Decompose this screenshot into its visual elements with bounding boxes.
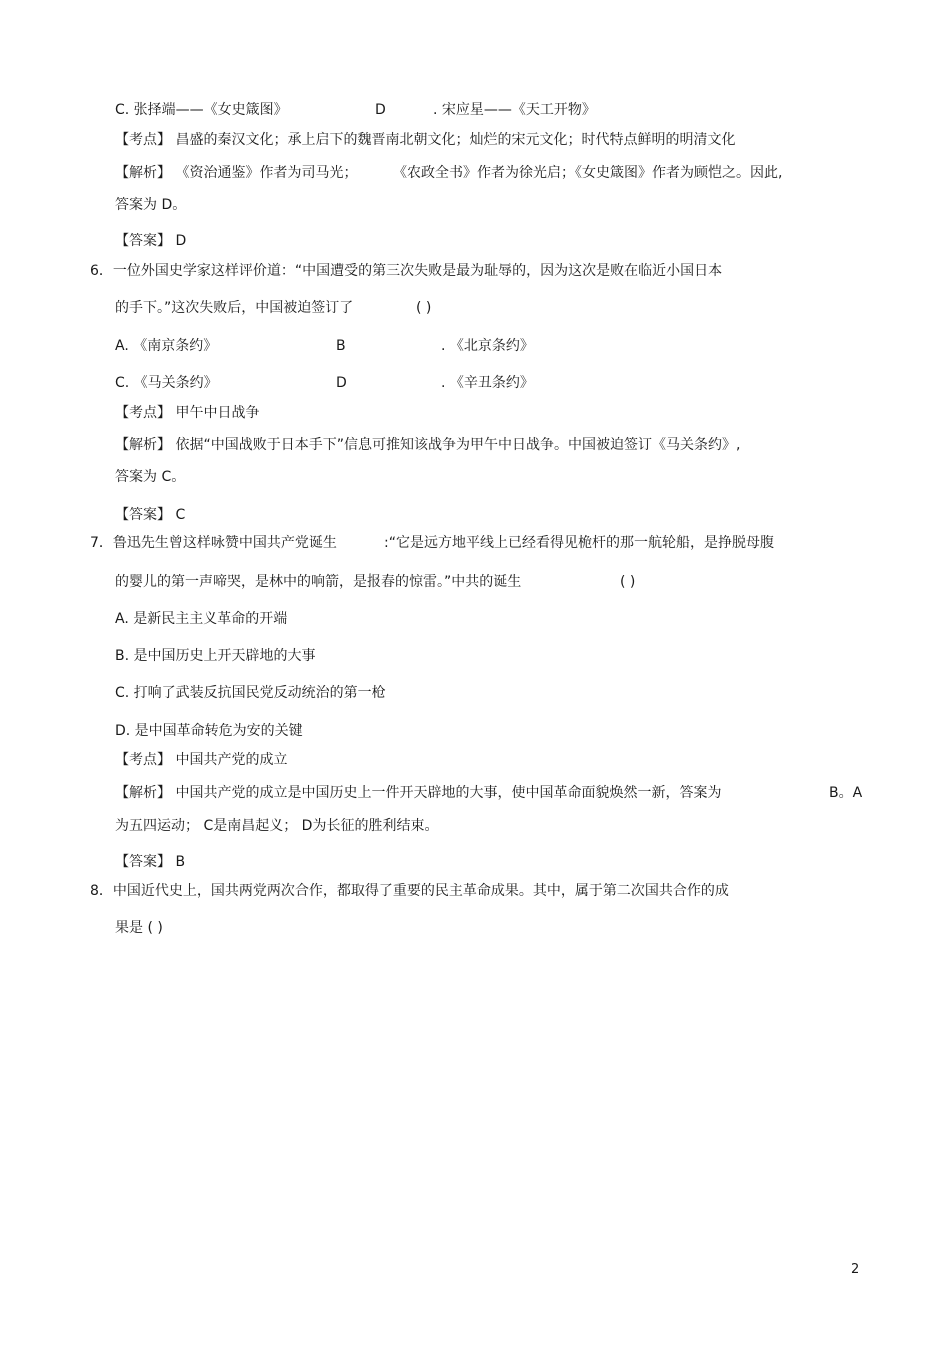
q8-stem-line2: 果是 ( ) (115, 920, 163, 936)
q6-jiexi-line2: 答案为 C。 (115, 469, 186, 485)
q7-stem-line1a: 7．鲁迅先生曾这样咏赞中国共产党诞生 (90, 535, 337, 551)
q6-jiexi-line1: 【解析】 依据“中国战败于日本手下”信息可推知该战争为甲午中日战争。中国被迫签订《马关条约》, (115, 437, 741, 453)
q7-answer: 【答案】 B (115, 854, 186, 870)
q6-option-a: A. 《南京条约》 (115, 338, 218, 354)
q7-option-b: B. 是中国历史上开天辟地的大事 (115, 648, 316, 664)
q6-option-d-text: . 《辛丑条约》 (441, 375, 534, 391)
q5-jiexi-line1: 【解析】 《资治通鉴》作者为司马光； (115, 165, 358, 181)
q5-option-d-text: . 宋应星——《天工开物》 (433, 102, 596, 118)
q6-option-d-letter: D (336, 375, 347, 391)
q6-kaodian: 【考点】 甲午中日战争 (115, 405, 260, 421)
q8-stem-line1: 8．中国近代史上，国共两党两次合作，都取得了重要的民主革命成果。其中，属于第二次国共合作的成 (90, 883, 729, 899)
q6-option-b-text: . 《北京条约》 (441, 338, 534, 354)
q6-option-b-letter: B (336, 338, 346, 354)
q6-answer-paren: ( ) (416, 300, 432, 316)
q5-option-d-letter: D (375, 102, 386, 118)
q6-stem-line2: 的手下。”这次失败后，中国被迫签订了 (115, 300, 354, 316)
q5-jiexi-line1b: 《农政全书》作者为徐光启；《女史箴图》作者为顾恺之。因此, (393, 165, 783, 181)
q7-stem-line2: 的婴儿的第一声啼哭，是林中的响箭，是报春的惊雷。”中共的诞生 (115, 574, 522, 590)
q6-answer: 【答案】 C (115, 507, 186, 523)
q7-option-c: C. 打响了武装反抗国民党反动统治的第一枪 (115, 685, 386, 701)
q5-kaodian: 【考点】 昌盛的秦汉文化；承上启下的魏晋南北朝文化；灿烂的宋元文化；时代特点鲜明的明清文化 (115, 132, 736, 148)
q7-jiexi-line1: 【解析】 中国共产党的成立是中国历史上一件开天辟地的大事，使中国革命面貌焕然一新，答案为 (115, 785, 722, 801)
q6-stem-line1: 6．一位外国史学家这样评价道：“中国遭受的第三次失败是最为耻辱的，因为这次是败在临近小国日本 (90, 263, 723, 279)
q7-kaodian: 【考点】 中国共产党的成立 (115, 752, 288, 768)
q7-answer-paren: ( ) (620, 574, 636, 590)
q7-option-a: A. 是新民主主义革命的开端 (115, 611, 288, 627)
q5-answer: 【答案】 D (115, 233, 187, 249)
q7-stem-line1b: :“它是远方地平线上已经看得见桅杆的那一航轮船，是挣脱母腹 (384, 535, 774, 551)
q7-jiexi-line1b: B。A (829, 785, 863, 801)
q5-option-c: C. 张择端——《女史箴图》 (115, 102, 288, 118)
q7-jiexi-line2: 为五四运动； C是南昌起义； D为长征的胜利结束。 (115, 818, 439, 834)
q5-jiexi-line2: 答案为 D。 (115, 197, 187, 213)
q6-option-c: C. 《马关条约》 (115, 375, 218, 391)
q7-option-d: D. 是中国革命转危为安的关键 (115, 723, 303, 739)
page-number: 2 (851, 1262, 860, 1277)
